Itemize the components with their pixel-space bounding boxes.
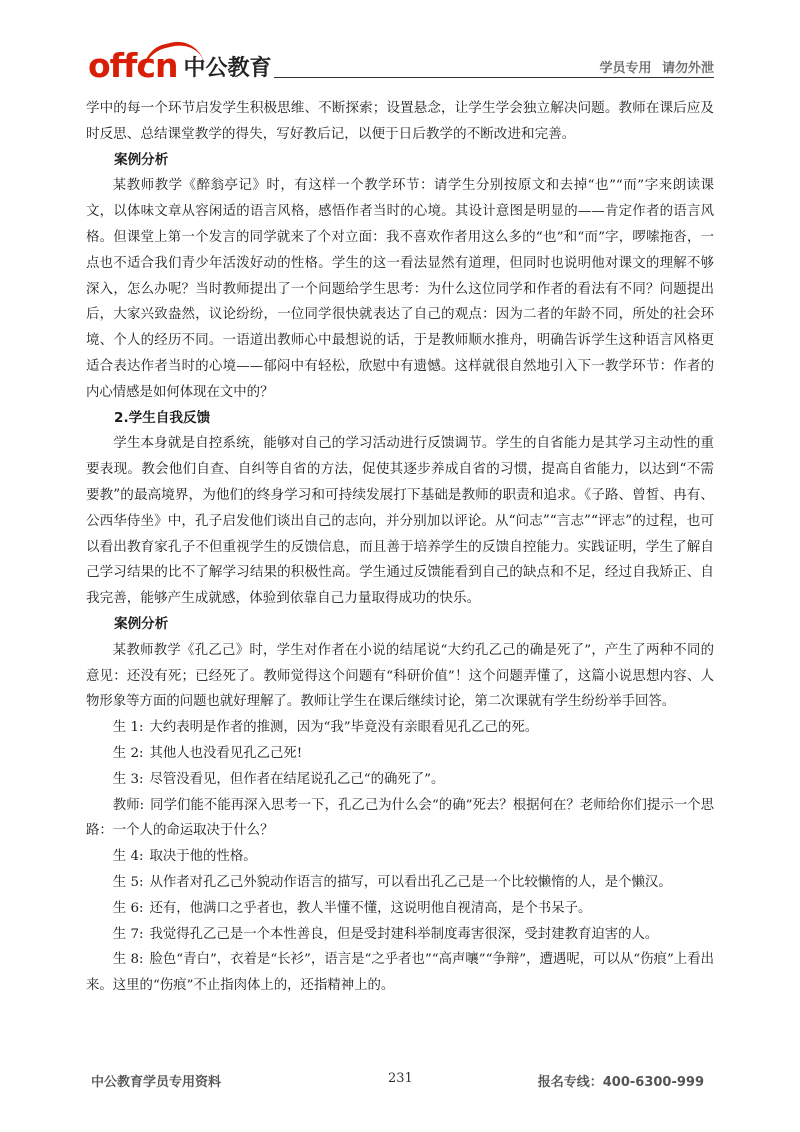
- header-tag: 学员专用 请勿外泄: [599, 61, 714, 76]
- case-analysis-heading-2: 案例分析: [114, 615, 169, 632]
- page-number: 231: [388, 1071, 413, 1086]
- logo-wordmark: [88, 46, 178, 85]
- dialogue-line: [86, 715, 714, 741]
- dialogue-line: [86, 767, 714, 793]
- dialogue-line: [86, 793, 714, 845]
- dialogue-speaker: 生 1:: [112, 720, 144, 736]
- page-content: [86, 96, 714, 999]
- dialogue-speaker: 生 7:: [112, 926, 144, 942]
- dialogue-text: 其他人也没看见孔乙己死!: [149, 745, 303, 761]
- dialogue-text: 从作者对孔乙己外貌动作语言的描写，可以看出孔乙己是一个比较懒惰的人，是个懒汉。: [149, 874, 672, 890]
- dialogue-text: 我觉得孔乙己是一个本性善良，但是受封建科举制度毒害很深，受封建教育迫害的人。: [149, 926, 659, 942]
- header-rule: [274, 77, 714, 78]
- intro-paragraph: 学中的每一个环节启发学生积极思维、不断探索；设置悬念，让学生学会独立解决问题。教师在课后应及时反思、总结课堂教学的得失，写好教后记，以便于日后教学的不断改进和完善。: [86, 100, 714, 142]
- dialogue-speaker: 生 2:: [112, 745, 144, 761]
- footer-hotline: 报名专线：400-6300-999: [537, 1075, 704, 1090]
- dialogue-speaker: 教师:: [112, 797, 145, 813]
- dialogue-text: 取决于他的性格。: [149, 849, 257, 865]
- dialogue-speaker: 生 6:: [112, 900, 144, 916]
- dialogue-list: [86, 715, 714, 999]
- section-heading-self-feedback: 2.学生自我反馈: [114, 409, 211, 426]
- dialogue-line: [86, 896, 714, 922]
- case-analysis-text-2: 某教师教学《孔乙己》时，学生对作者在小说的结尾说“大约孔乙己的确是死了”，产生了两种不同的意见：还没有死；已经死了。教师觉得这个问题有“科研价值”！这个问题弄懂了，这篇小说思想内容、人物形象等方面的问题也就好理解了。教师让学生在课后继续讨论，第二次课就有学生纷纷举手回答。: [86, 642, 714, 710]
- dialogue-line: [86, 844, 714, 870]
- dialogue-speaker: 生 5:: [112, 874, 144, 890]
- dialogue-text: 同学们能不能再深入思考一下，孔乙己为什么会“的确”死去？根据何在？老师给你们提示一个思路：一个人的命运取决于什么？: [86, 797, 714, 839]
- dialogue-text: 脸色“青白”，衣着是“长衫”，语言是“之乎者也”“高声嚷”“争辩”，遭遇呢，可以从“伤痕”上看出来。这里的“伤痕”不止指肉体上的，还指精神上的。: [86, 952, 714, 994]
- dialogue-line: [86, 947, 714, 999]
- dialogue-line: [86, 741, 714, 767]
- dialogue-speaker: 生 4:: [112, 849, 144, 865]
- dialogue-speaker: 生 3:: [112, 771, 144, 787]
- logo-latin-text: offcn: [88, 46, 178, 85]
- dialogue-text: 大约表明是作者的推测，因为“我”毕竟没有亲眼看见孔乙己的死。: [149, 720, 539, 736]
- dialogue-text: 还有，他满口之乎者也，教人半懂不懂，这说明他自视清高，是个书呆子。: [149, 900, 592, 916]
- case-analysis-heading-1: 案例分析: [114, 151, 169, 168]
- logo-chinese-text: 中公教育: [183, 56, 272, 81]
- dialogue-line: [86, 922, 714, 948]
- dialogue-text: 尽管没看见，但作者在结尾说孔乙己“的确死了”。: [149, 771, 445, 787]
- dialogue-speaker: 生 8:: [112, 952, 144, 968]
- section-text-self-feedback: 学生本身就是自控系统，能够对自己的学习活动进行反馈调节。学生的自省能力是其学习主动性的重要表现。教会他们自查、自纠等自省的方法，促使其逐步养成自省的习惯，提高自省能力，以达到“不需要教”的最高境界，为他们的终身学习和可持续发展打下基础是教师的职责和追求。《子路、曾皙、冉有、公西华侍坐》中，孔子启发他们谈出自己的志向，并分别加以评论。从“问志”“言志”“评志”的过程，也可以看出教育家孔子不但重视学生的反馈信息，而且善于培养学生的反馈自控能力。实践证明，学生了解自己学习结果的比不了解学习结果的积极性高。学生通过反馈能看到自己的缺点和不足，经过自我矫正、自我完善，能够产生成就感，体验到依靠自己力量取得成功的快乐。: [86, 435, 714, 607]
- case-analysis-text-1: 某教师教学《醉翁亭记》时，有这样一个教学环节：请学生分别按原文和去掉“也”“而”字来朗读课文，以体味文章从容闲适的语言风格，感悟作者当时的心境。其设计意图是明显的——肯定作者的语言风格。但课堂上第一个发言的同学就来了个对立面：我不喜欢作者用这么多的“也”和“而”字，啰嗦拖沓，一点也不适合我们青少年活泼好动的性格。学生的这一看法显然有道理，但同时也说明他对课文的理解不够深入，怎么办呢？当时教师提出了一个问题给学生思考：为什么这位同学和作者的看法有不同？问题提出后，大家兴致盎然，议论纷纷，一位同学很快就表达了自己的观点：因为二者的年龄不同，所处的社会环境、个人的经历不同。一语道出教师心中最想说的话，于是教师顺水推舟，明确告诉学生这种语言风格更适合表达作者当时的心境——郁闷中有轻松，欣慰中有遗憾。这样就很自然地引入下一教学环节：作者的内心情感是如何体现在文中的？: [86, 178, 714, 400]
- offcn-logo: [88, 40, 272, 85]
- dialogue-line: [86, 870, 714, 896]
- footer-left-text: 中公教育学员专用资料: [91, 1075, 222, 1090]
